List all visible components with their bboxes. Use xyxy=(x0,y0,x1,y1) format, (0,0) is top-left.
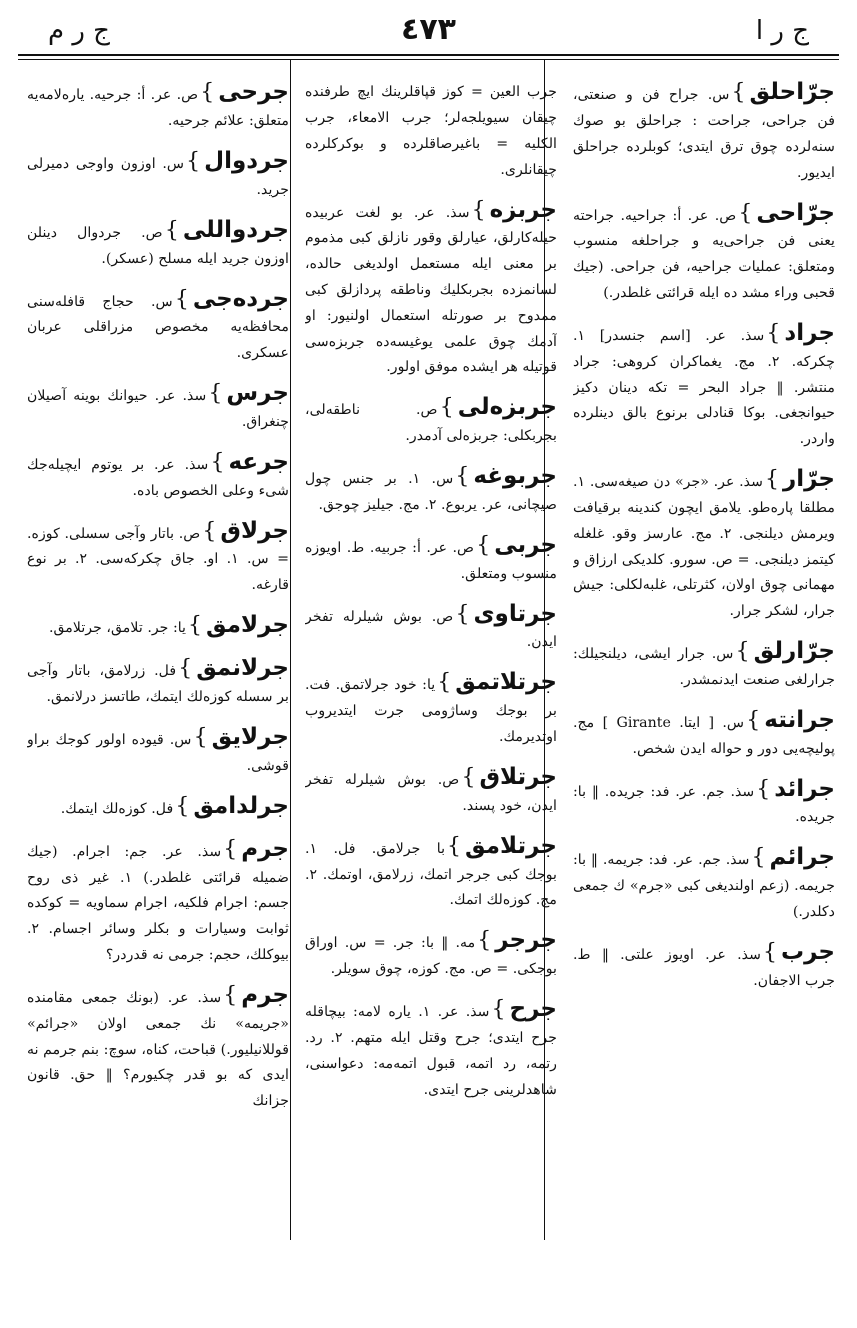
dictionary-entry xyxy=(573,777,835,832)
entry-headword: جربزه‌لی xyxy=(457,394,557,421)
entry-definition: ص. ناطقه‌لی، بجربکلی: جربزه‌لی آدمدر. xyxy=(305,402,557,445)
entry-definition: مه. ‖ با: جر. = س. اوراق بوجکی. = ص. مج. کوزه، چوق سویلر. xyxy=(305,935,557,978)
dictionary-entry xyxy=(305,765,557,820)
entry-headword: جرلدامق xyxy=(193,792,289,819)
dictionary-entry xyxy=(305,464,557,519)
dictionary-entry xyxy=(27,725,289,780)
dictionary-entry xyxy=(305,670,557,750)
brace-glyph: } xyxy=(756,776,771,802)
entry-definition: فل. زرلامق، باتار وآجی بر سسله کوزه‌لك ایتمك، طاتسز درلانمق. xyxy=(27,663,289,706)
dictionary-entry xyxy=(305,602,557,657)
dictionary-entry xyxy=(305,80,557,183)
entry-headword: جرحی xyxy=(218,79,289,106)
brace-glyph: } xyxy=(751,845,766,871)
entry-definition: سذ. عر. جم: اجرام. (جیك ضمیله قرائتی غلطدر.) ١. غیر ذی روح جسم: اجرام فلکیه، اجرام سماویه = کوکده ثوابت وسیارات و بکلر وسائر اجسام. ٢. بیوکلك، حجم: جرمی نه قدردر؟ xyxy=(27,843,289,963)
entry-headword: جرائد xyxy=(774,775,835,802)
dictionary-entry xyxy=(573,80,835,186)
brace-glyph: } xyxy=(763,940,777,965)
entry-headword: جرانته xyxy=(764,706,835,733)
entry-headword: جرّارلق xyxy=(753,638,835,665)
brace-glyph: } xyxy=(447,833,462,859)
entry-definition: س. اوزون واوجی دمیرلی جرید. xyxy=(27,155,289,198)
entry-definition: یا: جر. تلامق، جرتلامق. xyxy=(48,620,187,637)
dictionary-entry xyxy=(305,834,557,914)
entry-headword: جرتلاق xyxy=(479,764,557,791)
entry-headword: جربی xyxy=(494,531,557,558)
entry-definition: سذ. عر. [اسم جنسدر] ١. چکرکه. ٢. مج. یغماکران کروهی: جراد منتشر. ‖ جراد البحر = تکه دینان دکیز حیوانجغی. بوکا قنادلی برنوع بالق دینلرده واردر. xyxy=(573,327,835,448)
entry-definition: یا: خود جرلاتمق. فت. بر بوجك وساژومی جرت ایتدیروب اوتدیرمك. xyxy=(305,677,557,746)
entry-definition: س. حجاج قافله‌سنی محافظه‌یه مخصوص مزراقلی عربان عسکری. xyxy=(27,293,289,362)
brace-glyph: } xyxy=(223,836,238,862)
brace-glyph: } xyxy=(439,395,454,421)
brace-glyph: } xyxy=(455,601,470,627)
entry-definition: ص. جردوال دینلن اوزون جرید ایله مسلح (عسکر). xyxy=(27,224,289,267)
entry-definition: سذ. جم. عر. فد: جریمه. ‖ با: جریمه. (زعم اولندیغی کبی «جرم» ك جمعی دکلدر.) xyxy=(573,852,835,921)
entry-definition: جرب العین = کوز قپاقلرینك ایچ طرفنده چیقان سیویلجه‌لر؛ جرب الامعاء، جرب الکلیه = باغیرصاقلرده و بوکرکلرده چیقانلری. xyxy=(305,84,557,178)
entry-definition: س. قیوده اولور کوجك براو قوشی. xyxy=(27,732,289,774)
entry-headword: جرلامق xyxy=(206,612,289,639)
entry-headword: جرم xyxy=(241,981,289,1008)
brace-glyph: } xyxy=(164,217,179,243)
dictionary-entry xyxy=(27,983,289,1115)
entry-definition: سذ. عر. ١. یاره لامه: بیچاقله جرح ایتدی؛ جرح وقتل ایله متهم. ٢. رد. رتمه، رد اتمه، قبول اتمه‌مه: دعواسنی، شاهدلرینی جرح ایتدی. xyxy=(305,1004,557,1098)
entry-definition: ص. بوش شیلرله تفخر ایدن. xyxy=(305,608,557,651)
entry-headword: جرعه xyxy=(228,448,289,475)
entry-headword: جردوال xyxy=(204,147,289,174)
dictionary-entry xyxy=(573,201,835,307)
entry-headword: جرتلاتمق xyxy=(455,669,557,696)
entry-definition: سذ. عر. حیوانك بوینه آصیلان چنغراق. xyxy=(27,388,289,430)
brace-glyph: } xyxy=(477,928,492,954)
brace-glyph: } xyxy=(461,765,476,791)
entry-headword: جرجر xyxy=(495,927,557,954)
dictionary-entry xyxy=(27,218,289,273)
dictionary-entry xyxy=(305,533,557,588)
header-rule xyxy=(18,54,839,56)
dictionary-entry xyxy=(573,639,835,694)
entry-headword: جرّاحلق xyxy=(749,79,835,106)
entry-headword: جرّار xyxy=(782,466,835,493)
entry-definition: سذ. عر. بر یوتوم ایچیله‌جك شیء وعلی الخصوص باده. xyxy=(27,456,289,499)
entry-definition: سذ. جم. عر. فد: جریده. ‖ با: جریده. xyxy=(573,783,835,826)
dictionary-entry xyxy=(573,708,835,763)
entry-definition: فل. کوزه‌لك ایتمك. xyxy=(60,800,174,817)
entry-definition: س. جراح فن و صنعتی، فن جراحی، جراحت : جراحلق بو صوك سنه‌لرده چوق ترق ایتدی؛ کوبلرده جراحلق ایدیور. xyxy=(573,87,835,181)
dictionary-entry xyxy=(573,845,835,925)
dictionary-entry xyxy=(27,381,289,436)
column-middle xyxy=(305,66,557,1241)
entry-definition: س. [ ایتا. Girante ] مج. پولیچه‌یی دور و حواله ایدن شخص. xyxy=(573,714,835,757)
column-right xyxy=(573,66,835,1241)
header-rule-thin xyxy=(18,59,839,60)
brace-glyph: } xyxy=(186,148,201,174)
entry-definition: با جرلامق. فل. ١. بوجك کبی جرجر اتمك، زرلامق، اوتمك. ٢. مج. کوزه‌لك اتمك. xyxy=(305,840,557,909)
brace-glyph: } xyxy=(200,80,215,106)
brace-glyph: } xyxy=(188,613,203,639)
entry-definition: ص. باتار وآجی سسلی. کوزه. = س. ١. او. جاق چکرکه‌سی. ٢. بر نوع قارغه. xyxy=(27,525,289,594)
entry-definition: ص. عر. أ: جراحیه. جراحته یعنی فن جراحی‌یه و جراحلغه منسوب ومتعلق: عملیات جراحیه، فن جراحی. (جیك قحبی وراء مشد ده ایله قرائتی غلطدر.) xyxy=(573,207,835,301)
page-header xyxy=(18,10,839,54)
dictionary-entry xyxy=(305,198,557,382)
brace-glyph: } xyxy=(764,467,779,493)
dictionary-entry xyxy=(305,928,557,983)
entry-definition: سذ. عر. (بونك جمعی مقامنده «جریمه» نك جمعی اولان «جرائم» قوللانیلیور.) قباحت، کناه، سوچ: بنم جرمم نه ایدی که بو قدر چکیورم؟ ‖ حق. قانون جزانك xyxy=(27,989,289,1110)
entry-headword: جرلاق xyxy=(220,517,289,544)
entry-headword: جرس xyxy=(226,380,289,407)
dictionary-entry xyxy=(27,287,289,367)
dictionary-entry xyxy=(573,467,835,625)
dictionary-entry xyxy=(27,656,289,711)
entry-headword: جرب xyxy=(781,939,835,965)
dictionary-entry xyxy=(27,519,289,599)
dictionary-entry xyxy=(305,997,557,1103)
brace-glyph: } xyxy=(202,518,217,544)
brace-glyph: } xyxy=(193,725,208,751)
entry-definition: ص. عر. أ: جرحیه. یاره‌لامه‌یه متعلق: علائم جرحیه. xyxy=(27,87,289,129)
entry-headword: جرتاوی xyxy=(473,600,557,627)
entry-headword: جرلانمق xyxy=(196,655,289,682)
column-divider xyxy=(290,60,291,1240)
brace-glyph: } xyxy=(491,997,506,1023)
entry-headword: جرح xyxy=(509,996,557,1023)
dictionary-entry xyxy=(305,395,557,450)
dictionary-entry xyxy=(27,450,289,505)
entry-headword: جرلایق xyxy=(211,724,289,751)
entry-headword: جراد xyxy=(784,319,835,346)
entry-headword: جرم xyxy=(241,835,289,862)
brace-glyph: } xyxy=(437,670,452,696)
entry-definition: س. جرار ایشی، دیلنجیلك: جرارلغی صنعت ایدنمشدر. xyxy=(573,646,835,688)
dictionary-entry xyxy=(27,837,289,969)
entry-definition: س. ١. بر جنس چول صیچانی، عر. یربوع. ٢. مج. جیلیز چوجق. xyxy=(305,471,557,513)
brace-glyph: } xyxy=(174,286,189,312)
brace-glyph: } xyxy=(455,464,470,490)
dictionary-entry xyxy=(573,321,835,453)
entry-headword: جرائم xyxy=(769,844,835,871)
entry-definition: سذ. عر. اویوز علتی. ‖ ط. جرب الاجفان. xyxy=(573,947,835,989)
brace-glyph: } xyxy=(735,639,750,665)
brace-glyph: } xyxy=(175,793,190,819)
brace-glyph: } xyxy=(210,449,225,475)
entry-headword: جرده‌جی xyxy=(192,285,289,312)
dictionary-entry xyxy=(27,794,289,823)
entry-headword: جربوغه xyxy=(473,463,557,490)
page-number: ٤٧٣ xyxy=(401,12,456,47)
dictionary-entry xyxy=(27,613,289,642)
dictionary-entry xyxy=(27,80,289,135)
dictionary-entry xyxy=(27,149,289,204)
entry-headword: جربزه xyxy=(489,196,557,223)
dictionary-entry xyxy=(573,940,835,995)
brace-glyph: } xyxy=(738,200,753,226)
header-right-letters: ج ر ا xyxy=(755,16,809,46)
brace-glyph: } xyxy=(223,982,238,1008)
entry-definition: ص. عر. أ: جربیه. ط. اویوزه منسوب ومتعلق. xyxy=(305,539,557,582)
brace-glyph: } xyxy=(178,656,193,682)
entry-definition: سذ. عر. «جر» دن صیغه‌سی. ١. مطلقا پاره‌طو. یلامق ایچون کندینه برقیافت ویرمش دیلنجی. ٢. مج. عارسز وقو. غلغله کیتمز دیلنجی. = ص. سورو. کلدیکی ارزاق و مهمانی چوق اولان، کثرتلی، غلبه‌لکلی: جیش جرار، لشکر جرار. xyxy=(573,474,835,620)
column-left xyxy=(27,66,289,1241)
entry-definition: ص. بوش شیلرله تفخر ایدن، خود پسند. xyxy=(305,772,557,814)
brace-glyph: } xyxy=(746,707,761,733)
entry-definition: سذ. عر. بو لغت عربیده حیله‌کارلق، عیارلق وقور نازلق کبی مذموم بر معنی ایله مستعمل اولدیغی حالده، لسانمزده بجربکلیك وناطقه پردازلق کبی ممدوح بر صورتله استعمال اولنیور: او آدمك چوق علمی یوغیسه‌ده جربزه‌سی قوتیله هر ایشده موفق اولور. xyxy=(305,204,557,376)
entry-headword: جرتلامق xyxy=(465,832,557,859)
brace-glyph: } xyxy=(471,197,486,223)
entry-headword: جردواللی xyxy=(182,216,289,243)
brace-glyph: } xyxy=(766,320,781,346)
entry-headword: جرّاحی xyxy=(756,199,835,226)
brace-glyph: } xyxy=(731,80,746,106)
brace-glyph: } xyxy=(208,381,223,407)
header-left-letters: ج ر م xyxy=(48,16,110,46)
brace-glyph: } xyxy=(476,532,491,558)
